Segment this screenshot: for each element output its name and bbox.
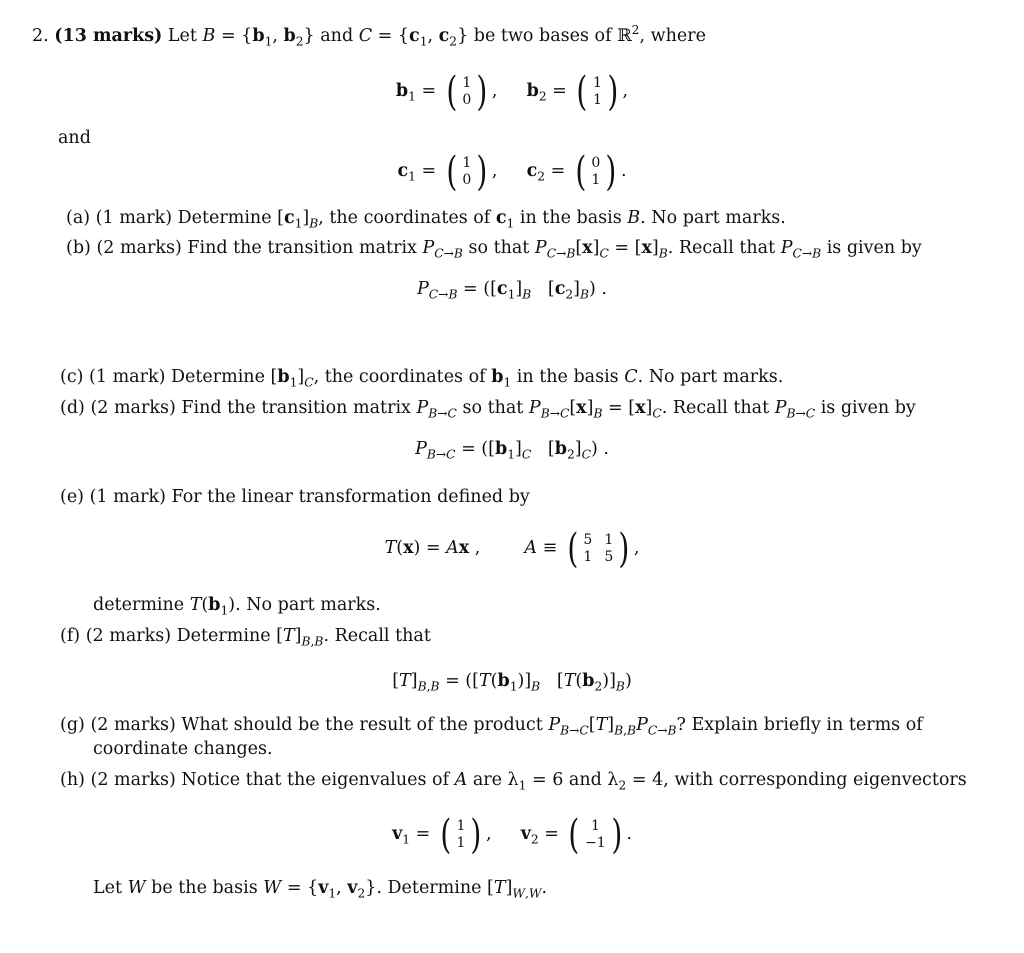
tbb-formula: $[T]_{B,B} = ([T(b_1)]_B$ $[T(b_2)]_B$) <box>392 671 632 694</box>
question-header <box>32 25 706 47</box>
pcb-formula: $P_{C\to B} = ([c_1]_B$ $[c_2]_B$) . <box>417 279 607 302</box>
part-b: (b) (2 marks) Find the transition matrix $P_{C\to B}$ so that $P_{C\to B}[x]_C = [x]_B$. Recall that $P_{C\to B}$ is given by <box>66 238 922 261</box>
part-g: (g) (2 marks) What should be the result of the product $P_{B\to C}[T]_{B,B}P_{C\to B}$? Explain briefly in terms of <box>60 715 923 738</box>
part-e-continued: determine $T(b_1)$. No part marks. <box>93 595 381 618</box>
part-h-continued: Let W be the basis $W = \{v_1$, $v_2$}. Determine $[T]_{W,W}$. <box>93 878 548 901</box>
part-g-continued: coordinate changes. <box>93 739 273 759</box>
matrix-A: ( 5 1 1 5 ) <box>567 525 630 572</box>
part-a: (a) (1 mark) Determine $[c_1]_B$, the coordinates of $c_1$ in the basis B. No part marks. <box>66 208 786 231</box>
question-marks: (13 marks) <box>54 26 163 46</box>
part-h: (h) (2 marks) Notice that the eigenvalues of A are $\lambda_1 = 6$ and $\lambda_2 = 4$, with corresponding eigenvectors <box>60 770 967 793</box>
b-vectors-equation: $b_1$ = ( 1 0 ) , $b_2$ = ( 1 1 ) , <box>395 68 629 115</box>
b2-vector: ( 1 1 ) <box>576 68 619 115</box>
transformation-equation: T(x) = Ax , A ≡ ( 5 1 1 5 ) , <box>384 525 640 572</box>
question-number: 2. <box>32 26 49 46</box>
question-intro: Let $B = \{b_1$, $b_2$} and $C = \{c_1$, $c_2$} be two bases of ℝ$^2$, where <box>167 23 706 49</box>
eigenvectors-equation: $v_1$ = ( 1 1 ) , $v_2$ = ( 1 −1 ) . <box>392 811 632 858</box>
c-vectors-equation: $c_1$ = ( 1 0 ) , $c_2$ = ( 0 1 ) . <box>397 148 627 195</box>
c1-vector: ( 1 0 ) <box>446 148 488 195</box>
b1-vector: ( 1 0 ) <box>446 68 488 115</box>
c2-vector: ( 0 1 ) <box>575 148 617 195</box>
part-e: (e) (1 mark) For the linear transformation defined by <box>60 487 530 507</box>
part-c: (c) (1 mark) Determine $[b_1]_C$, the coordinates of $b_1$ in the basis C. No part marks. <box>60 367 784 390</box>
pbc-formula: $P_{B\to C} = ([b_1]_C$ $[b_2]_C$) . <box>415 439 609 462</box>
part-f: (f) (2 marks) Determine $[T]_{B,B}$. Recall that <box>60 626 431 649</box>
v2-vector: ( 1 −1 ) <box>568 811 622 858</box>
and-word: and <box>58 128 91 148</box>
part-d: (d) (2 marks) Find the transition matrix $P_{B\to C}$ so that $P_{B\to C}[x]_B = [x]_C$. Recall that $P_{B\to C}$ is given by <box>60 398 916 421</box>
v1-vector: ( 1 1 ) <box>440 811 482 858</box>
